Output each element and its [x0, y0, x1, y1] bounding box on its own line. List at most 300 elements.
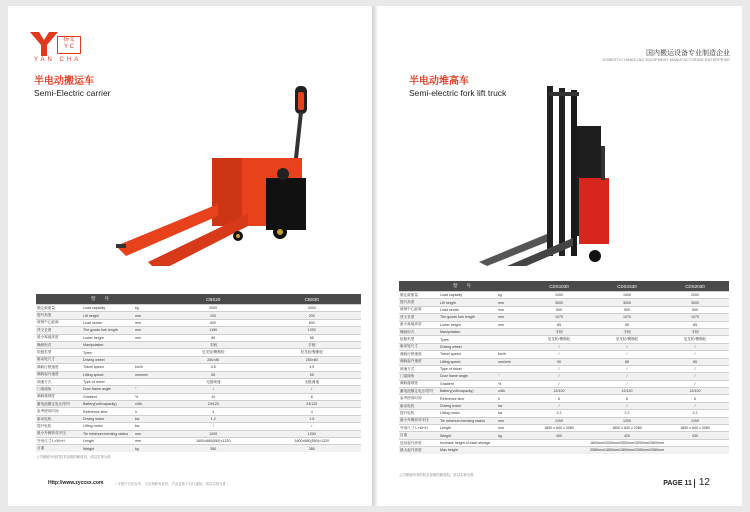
spec-value: 6	[593, 395, 661, 402]
spec-value: 1.2	[164, 415, 262, 422]
spec-value: 2.2	[661, 410, 729, 417]
spec-value: 85	[593, 358, 661, 365]
slogan-cn: 国内搬运设备专业制造企业	[646, 50, 730, 57]
spec-unit: kw	[497, 402, 525, 409]
spec-value: 3000	[263, 305, 361, 312]
spec-value: 2.2	[593, 410, 661, 417]
spec-value: /	[593, 373, 661, 380]
spec-value: 85	[661, 358, 729, 365]
spec-unit: kg	[497, 292, 525, 299]
spec-label-en: Lower height	[439, 321, 497, 328]
spec-value: 430	[661, 432, 729, 439]
header-model: CBS20	[164, 294, 262, 305]
spec-row	[36, 312, 361, 319]
spec-row	[36, 305, 361, 312]
spec-unit: %	[497, 380, 525, 387]
table-note: 公司保留所有的技术参数的修改权，请以实物为准	[36, 455, 111, 459]
spec-value: 4	[263, 408, 361, 415]
spec-value: 1200	[525, 417, 593, 424]
spec-label-cn: 载荷中心距离	[399, 306, 439, 313]
spec-unit: mm	[134, 312, 164, 319]
spec-row	[399, 321, 729, 328]
spec-row	[399, 439, 729, 446]
spec-unit: v/Ah	[497, 388, 525, 395]
spec-unit: mm	[134, 430, 164, 437]
table-note: 公司保留所有的技术参数的修改权，请以实物为准	[399, 473, 474, 477]
spec-value: 3000	[525, 299, 593, 306]
spec-value: 1070	[525, 314, 593, 321]
brand-name: YAN CHA	[34, 57, 82, 63]
spec-unit	[134, 349, 164, 356]
spec-label-cn: 操纵形式	[399, 328, 439, 335]
spec-row	[399, 292, 729, 299]
spec-value: 2.2	[525, 410, 593, 417]
brand-logo	[30, 32, 100, 72]
spec-label-cn: 外形尺寸 L×W×H	[36, 438, 82, 445]
spec-value: 85	[593, 321, 661, 328]
spec-label-en: Door frame angle	[82, 386, 134, 393]
spec-label-en: The goods fork length	[439, 314, 497, 321]
spec-value: 85	[164, 334, 262, 341]
spec-value: 手柄	[593, 328, 661, 335]
spec-unit	[134, 356, 164, 363]
spec-row	[36, 430, 361, 437]
spec-unit: mm	[497, 417, 525, 424]
spec-value: /	[593, 365, 661, 372]
spec-value: 200	[263, 312, 361, 319]
spec-label-en: Weight	[439, 432, 497, 439]
spec-row	[36, 393, 361, 400]
spec-value: 手柄	[661, 328, 729, 335]
spec-value: 4.5	[164, 364, 262, 371]
spec-label-en: Lifting speed	[439, 358, 497, 365]
spec-label-cn: 满载起升速度	[399, 358, 439, 365]
spec-label-cn: 额定载重量	[399, 292, 439, 299]
spec-unit: mm	[134, 327, 164, 334]
spec-label-cn: 提升电机	[36, 423, 82, 430]
spec-label-cn: 货叉长度	[36, 327, 82, 334]
spec-label-cn: 最小外侧转弯半径	[399, 417, 439, 424]
spec-value: 6	[525, 395, 593, 402]
spec-label-en: Travel speed	[439, 351, 497, 358]
spec-value: /	[164, 386, 262, 393]
spec-value: /	[661, 365, 729, 372]
brand-box-text: 扬叉 Y C	[57, 36, 81, 54]
spec-unit	[497, 447, 525, 454]
spec-unit: mm	[497, 425, 525, 432]
spec-row	[36, 349, 361, 356]
company-slogan	[602, 48, 730, 62]
spec-value: 无级调速	[164, 378, 262, 385]
spec-unit: °	[134, 386, 164, 393]
website-url: Http://www.zyccsx.com	[48, 480, 104, 486]
spec-unit: mm	[134, 334, 164, 341]
spec-value: /	[661, 380, 729, 387]
spec-label-cn: 最大起升高度	[399, 447, 439, 454]
spec-unit	[497, 328, 525, 335]
spec-row	[36, 334, 361, 341]
spec-row	[399, 410, 729, 417]
spec-value: 1500	[593, 292, 661, 299]
spec-value: /	[263, 386, 361, 393]
left-page	[8, 6, 372, 506]
spec-row	[399, 417, 729, 424]
spec-row	[36, 423, 361, 430]
spec-value: 500	[661, 306, 729, 313]
spec-row	[399, 314, 729, 321]
spec-value: 350	[164, 445, 262, 452]
spec-value: 2080mm/1800mm/1800mm/2080mm/2080mm	[525, 447, 729, 454]
spec-value: 55	[263, 371, 361, 378]
spec-unit: %	[134, 393, 164, 400]
spec-table-left	[36, 294, 361, 452]
spec-label-en: Door frame angle	[439, 373, 497, 380]
spec-row	[399, 365, 729, 372]
spec-value: /	[661, 351, 729, 358]
spec-value: 1070	[661, 314, 729, 321]
spec-unit: mm/min	[134, 371, 164, 378]
spec-value: 2000	[164, 305, 262, 312]
spec-value: 1600mm/2000mm/2500mm/3000mm/3500mm	[525, 439, 729, 446]
product-title-left	[34, 76, 111, 99]
spec-label-cn: 提升高度	[36, 312, 82, 319]
yancha-logo-icon	[30, 32, 58, 56]
spec-label-cn: 蓄电池额定电压/型号	[399, 388, 439, 395]
spec-value: 1200	[164, 430, 262, 437]
header-model: CDS1030	[525, 281, 593, 292]
spec-value: 200	[164, 312, 262, 319]
spec-row	[36, 319, 361, 326]
spec-label-cn: 满载爬坡度	[36, 393, 82, 400]
spec-unit: km/h	[134, 364, 164, 371]
spec-label-cn: 自重	[399, 432, 439, 439]
spec-value: 85	[525, 321, 593, 328]
spec-label-cn: 满载起升速度	[36, 371, 82, 378]
slogan-en: DOMESTIC HANDLING EQUIPMENT MANUFACTURING ENTERPRISE	[602, 58, 730, 62]
spec-label-en: Battery(volt/capacity)	[82, 401, 134, 408]
spec-label-cn: 满载爬坡度	[399, 380, 439, 387]
spec-unit: mm/min	[497, 358, 525, 365]
spec-unit: h	[497, 395, 525, 402]
spec-label-en: Type of driver	[439, 365, 497, 372]
spec-unit: h	[134, 408, 164, 415]
spec-label-en: Lifting motor	[82, 423, 134, 430]
spec-unit: kw	[134, 415, 164, 422]
spec-label-cn: 驱动轮尺寸	[36, 356, 82, 363]
spec-value: 10	[164, 393, 262, 400]
spec-label-en: Reference time	[82, 408, 134, 415]
spec-value: 420	[593, 432, 661, 439]
spec-value: 4	[164, 408, 262, 415]
spec-row	[399, 373, 729, 380]
spec-value: 8	[263, 393, 361, 400]
spec-unit	[134, 341, 164, 348]
spec-value: 55	[164, 371, 262, 378]
spec-row	[36, 386, 361, 393]
spec-value: /	[263, 423, 361, 430]
spec-row	[399, 388, 729, 395]
spec-unit: v/Ah	[134, 401, 164, 408]
spec-value: 1150	[164, 327, 262, 334]
spec-label-en: Length	[439, 425, 497, 432]
spec-row	[36, 356, 361, 363]
spec-label-en: Manipulation	[439, 328, 497, 335]
spec-value: 2000	[661, 292, 729, 299]
spec-value: 3000	[593, 299, 661, 306]
stacker-image	[477, 86, 637, 266]
spec-label-cn: 驱动电机	[399, 402, 439, 409]
spec-row	[36, 401, 361, 408]
disclaimer-text: （ 本图片仅供参考，与实物略有差异，产品更新不另行通知，请以实物为准 ）	[113, 482, 231, 486]
spec-value: 尼龙轮/聚酯轮	[525, 336, 593, 343]
spec-row	[36, 438, 361, 445]
spec-row	[399, 299, 729, 306]
spec-label-cn: 额定载重量	[36, 305, 82, 312]
spec-label-cn: 调速方式	[36, 378, 82, 385]
spec-value: 1600×680(550)×1320	[263, 438, 361, 445]
spec-value: 尼龙轮/聚酯轮	[263, 349, 361, 356]
spec-value: 1200	[661, 417, 729, 424]
spec-label-en: Increase height of each storage	[439, 439, 497, 446]
spec-label-en: Tyres	[82, 349, 134, 356]
spec-value: 无级调速	[263, 378, 361, 385]
spec-label-cn: 蓄电池额定电压/型号	[36, 401, 82, 408]
spec-label-en: Lift height	[439, 299, 497, 306]
spec-value: 手柄	[164, 341, 262, 348]
spec-value: /	[593, 402, 661, 409]
spec-header-row	[399, 281, 729, 292]
spec-row	[399, 336, 729, 343]
spec-row	[36, 408, 361, 415]
spec-value: 12/120	[593, 388, 661, 395]
spec-label-en: Load capacity	[82, 305, 134, 312]
spec-unit: kg	[134, 445, 164, 452]
page-label: PAGE 11	[663, 480, 692, 487]
spec-value: 380	[263, 445, 361, 452]
spec-label-en: Tie minimum bending radius	[439, 417, 497, 424]
spec-label-en: Tie minimum bending radius	[82, 430, 134, 437]
spec-unit: mm	[497, 306, 525, 313]
spec-label-en: Type of driver	[82, 378, 134, 385]
spec-unit	[497, 336, 525, 343]
spec-label-cn: 参考使用时间	[399, 395, 439, 402]
spec-value: 尼龙轮/聚酯轮	[593, 336, 661, 343]
spec-value: 250×80	[164, 356, 262, 363]
spec-value: /	[661, 402, 729, 409]
spec-unit: mm	[497, 299, 525, 306]
spec-value: 400	[525, 432, 593, 439]
spec-label-cn: 最小离地高度	[399, 321, 439, 328]
spec-row	[399, 351, 729, 358]
spec-label-en: Lifting speed	[82, 371, 134, 378]
spec-value: /	[593, 380, 661, 387]
spec-label-en: Load capacity	[439, 292, 497, 299]
spec-label-en: Load centre	[439, 306, 497, 313]
spec-label-cn: 轮胎类型	[36, 349, 82, 356]
spec-unit: km/h	[497, 351, 525, 358]
spec-unit: kg	[134, 305, 164, 312]
spec-row	[399, 306, 729, 313]
spec-value: 1.5	[263, 415, 361, 422]
page-number	[663, 477, 710, 488]
spec-row	[36, 445, 361, 452]
spec-row	[399, 328, 729, 335]
spec-value: 1200	[593, 417, 661, 424]
spec-header-row	[36, 294, 361, 305]
spec-value: /	[661, 343, 729, 350]
spec-unit: mm	[134, 438, 164, 445]
spec-value: 90	[525, 358, 593, 365]
spec-label-cn: 门架倾角	[36, 386, 82, 393]
spec-label-cn: 门架倾角	[399, 373, 439, 380]
page-divider	[694, 479, 695, 488]
spec-unit	[497, 343, 525, 350]
spec-label-en: Length	[82, 438, 134, 445]
spec-unit: °	[497, 373, 525, 380]
spec-value: 3000	[661, 299, 729, 306]
spec-value: 1800 x 840 x 2080	[525, 425, 593, 432]
spec-value: 1200	[263, 327, 361, 334]
spec-value: 600	[263, 319, 361, 326]
spec-value: 250×80	[263, 356, 361, 363]
spec-label-en: Driving wheel	[439, 343, 497, 350]
spec-value: 500	[525, 306, 593, 313]
header-type: 型 号	[399, 281, 525, 292]
spec-label-cn: 驱动电机	[36, 415, 82, 422]
spec-label-en: Load centre	[82, 319, 134, 326]
spec-value: /	[593, 343, 661, 350]
pallet-truck-image	[108, 86, 348, 266]
spec-value: /	[661, 373, 729, 380]
spec-label-cn: 驱动轮尺寸	[399, 343, 439, 350]
spec-value: 6	[661, 395, 729, 402]
spec-label-cn: 提升电机	[399, 410, 439, 417]
title-cn: 半电动搬运车	[34, 76, 94, 87]
spec-row	[399, 447, 729, 454]
spec-row	[399, 432, 729, 439]
spec-label-cn: 自重	[36, 445, 82, 452]
spec-unit	[134, 378, 164, 385]
spec-value: 1800 x 840 x 2080	[661, 425, 729, 432]
spec-label-cn: 提升高度	[399, 299, 439, 306]
spec-unit: kg	[497, 432, 525, 439]
spec-label-cn: 外形尺寸 L×W×H	[399, 425, 439, 432]
spec-value: 12/120	[525, 388, 593, 395]
spec-value: /	[525, 373, 593, 380]
spec-label-cn: 货叉长度	[399, 314, 439, 321]
spec-value: 1800 x 840 x 2080	[593, 425, 661, 432]
spec-row	[36, 415, 361, 422]
spec-row	[399, 425, 729, 432]
spec-value: 手柄	[263, 341, 361, 348]
spec-value: /	[593, 351, 661, 358]
spec-value: 24/120	[164, 401, 262, 408]
spec-label-en: Reference time	[439, 395, 497, 402]
spec-value: 600	[164, 319, 262, 326]
spec-label-cn: 选用起升高度	[399, 439, 439, 446]
title-en: Semi-Electric carrier	[34, 88, 111, 98]
spec-row	[36, 371, 361, 378]
spec-label-cn: 满载行驶速度	[36, 364, 82, 371]
spec-value: 1600×680(550)×1320	[164, 438, 262, 445]
spec-label-cn: 轮胎类型	[399, 336, 439, 343]
spec-value: 85	[263, 334, 361, 341]
spec-label-en: Gradient	[82, 393, 134, 400]
spec-label-en: The goods fork length	[82, 327, 134, 334]
spec-value: 24/120	[263, 401, 361, 408]
spec-value: /	[525, 343, 593, 350]
header-model: CDS2030	[661, 281, 729, 292]
spec-unit: mm	[497, 314, 525, 321]
header-model: CBS30	[263, 294, 361, 305]
spec-value: 1070	[593, 314, 661, 321]
spec-row	[36, 327, 361, 334]
spec-value: /	[525, 380, 593, 387]
spec-unit: kw	[497, 410, 525, 417]
spec-value: /	[525, 365, 593, 372]
spec-value: 手柄	[525, 328, 593, 335]
spec-unit: kw	[134, 423, 164, 430]
spec-label-cn: 参考使用时间	[36, 408, 82, 415]
spec-label-en: Driving wheel	[82, 356, 134, 363]
spec-value: 1200	[263, 430, 361, 437]
title-en: Semi-electric fork lift truck	[409, 88, 507, 98]
spec-label-en: Tyres	[439, 336, 497, 343]
spec-label-cn: 最小离地高度	[36, 334, 82, 341]
spec-unit	[497, 365, 525, 372]
spec-row	[399, 395, 729, 402]
spec-value: 12/120	[661, 388, 729, 395]
spec-label-en: Travel speed	[82, 364, 134, 371]
page-num: 12	[698, 477, 710, 488]
right-page	[377, 6, 742, 506]
spec-value: 尼龙轮/聚酯轮	[661, 336, 729, 343]
spec-unit: mm	[497, 321, 525, 328]
spec-row	[36, 341, 361, 348]
spec-label-en: Manipulation	[82, 341, 134, 348]
spec-label-en: Gradient	[439, 380, 497, 387]
spec-row	[399, 358, 729, 365]
spec-label-en: Driving motor	[82, 415, 134, 422]
spec-row	[399, 343, 729, 350]
spec-value: 500	[593, 306, 661, 313]
header-type: 型 号	[36, 294, 164, 305]
spec-label-en: Weight	[82, 445, 134, 452]
spec-row	[36, 378, 361, 385]
spec-unit: mm	[134, 319, 164, 326]
spec-value: /	[525, 351, 593, 358]
spec-value: 85	[661, 321, 729, 328]
spec-table-right	[399, 281, 729, 454]
spec-row	[36, 364, 361, 371]
spec-label-en: Lifting motor	[439, 410, 497, 417]
spec-value: /	[525, 402, 593, 409]
spec-label-cn: 载荷中心距离	[36, 319, 82, 326]
spec-label-en: Lower height	[82, 334, 134, 341]
spec-label-cn: 满载行驶速度	[399, 351, 439, 358]
spec-row	[399, 402, 729, 409]
spec-label-cn: 最小外侧转弯半径	[36, 430, 82, 437]
spec-value: 1000	[525, 292, 593, 299]
spec-label-en: Lift height	[82, 312, 134, 319]
spec-value: 尼龙轮/聚酯轮	[164, 349, 262, 356]
spec-label-cn: 调速方式	[399, 365, 439, 372]
title-cn: 半电动堆高车	[409, 76, 469, 87]
spec-value: 4.5	[263, 364, 361, 371]
spec-label-en: Battery(volt/capacity)	[439, 388, 497, 395]
spec-unit	[497, 439, 525, 446]
spec-row	[399, 380, 729, 387]
